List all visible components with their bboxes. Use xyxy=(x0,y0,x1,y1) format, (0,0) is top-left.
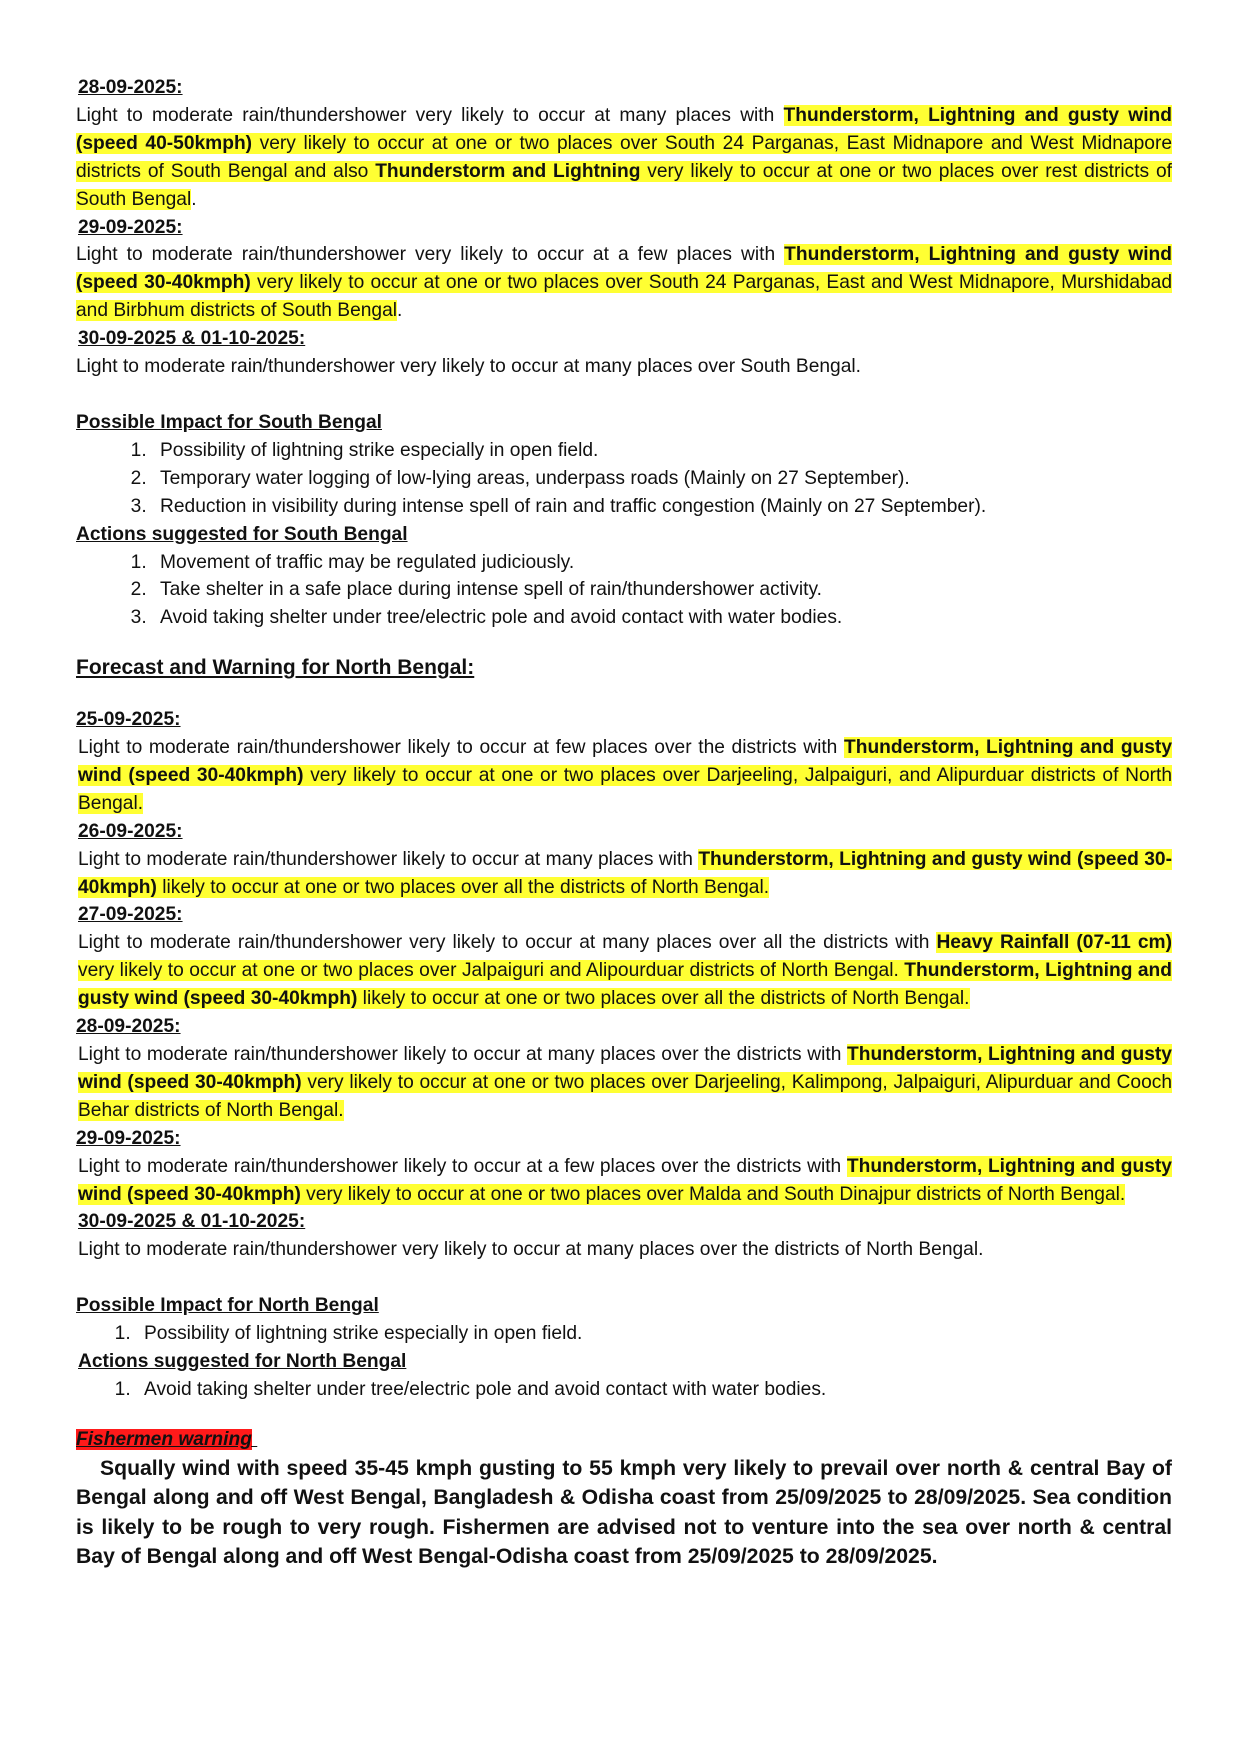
list-item: 1. Possibility of lightning strike especially in open field. xyxy=(136,1320,1172,1348)
list-item: 2. Take shelter in a safe place during intense spell of rain/thundershower activity. xyxy=(152,576,1172,604)
impact-list xyxy=(76,1320,1172,1348)
date-heading: 28-09-2025: xyxy=(78,77,183,98)
list-item: 1. Movement of traffic may be regulated judiciously. xyxy=(152,549,1172,577)
impact-list xyxy=(76,437,1172,521)
fishermen-warning-text: Squally wind with speed 35-45 kmph gusting to 55 kmph very likely to prevail over north & central Bay of Bengal along and off West Bengal, Bangladesh & Odisha coast from 25/09/2025 to 28/09/2025. Sea condition is likely to be rough to very rough. Fishermen are advised not to venture into the sea over north & central Bay of Bengal along and off West Bengal-Odisha coast from 25/09/2025 to 28/09/2025. xyxy=(76,1456,1172,1569)
forecast-paragraph: Light to moderate rain/thundershower likely to occur at many places with Thunderstorm, Lightning and gusty wind (speed 30-40kmph) likely to occur at one or two places over all the districts of North Bengal. xyxy=(78,848,1172,898)
list-item: 1. Avoid taking shelter under tree/electric pole and avoid contact with water bodies. xyxy=(136,1376,1172,1404)
list-item: 2. Temporary water logging of low-lying areas, underpass roads (Mainly on 27 September). xyxy=(152,465,1172,493)
forecast-paragraph: Light to moderate rain/thundershower very likely to occur at many places over all the districts with Heavy Rainfall (07-11 cm) very likely to occur at one or two places over Jalpaiguri and Alipourduar districts of North Bengal. Thunderstorm, Lightning and gusty wind (speed 30-40kmph) likely to occur at one or two places over all the districts of North Bengal. xyxy=(78,932,1172,1010)
fishermen-warning-heading: Fishermen warning xyxy=(76,1428,252,1450)
forecast-paragraph: Light to moderate rain/thundershower very likely to occur at a few places with Thunderstorm, Lightning and gusty wind (speed 30-40kmph) very likely to occur at one or two places over South 24 Parganas, East and West Midnapore, Murshidabad and Birbhum districts of South Bengal. xyxy=(76,244,1173,322)
actions-list xyxy=(76,549,1172,633)
date-heading: 30-09-2025 & 01-10-2025: xyxy=(78,328,306,350)
date-heading: 29-09-2025: xyxy=(78,216,183,238)
forecast-paragraph: Light to moderate rain/thundershower likely to occur at few places over the districts with Thunderstorm, Lightning and gusty wind (speed 30-40kmph) very likely to occur at one or two places over Darjeeling, Jalpaiguri, and Alipurduar districts of North Bengal. xyxy=(78,737,1173,814)
actions-heading: Actions suggested for South Bengal xyxy=(76,523,408,545)
date-heading: 25-09-2025: xyxy=(76,709,181,731)
section-title: Forecast and Warning for North Bengal: xyxy=(76,656,475,680)
forecast-paragraph: Light to moderate rain/thundershower very likely to occur at many places with Thunderstorm, Lightning and gusty wind (speed 40-50kmph) very likely to occur at one or two places over South 24 Parganas, East Midnapore and West Midnapore districts of South Bengal and also Thunderstorm and Lightning very likely to occur at one or two places over rest districts of South Bengal. xyxy=(76,104,1173,210)
date-heading: 29-09-2025: xyxy=(76,1127,181,1149)
impact-heading: Possible Impact for South Bengal xyxy=(76,411,382,433)
actions-list xyxy=(76,1376,1172,1404)
impact-heading: Possible Impact for North Bengal xyxy=(76,1295,379,1317)
forecast-paragraph: Light to moderate rain/thundershower likely to occur at many places over the districts with Thunderstorm, Lightning and gusty wind (speed 30-40kmph) very likely to occur at one or two places over Darjeeling, Kalimpong, Jalpaiguri, Alipurduar and Cooch Behar districts of North Bengal. xyxy=(78,1044,1173,1121)
forecast-paragraph: Light to moderate rain/thundershower likely to occur at a few places over the districts with Thunderstorm, Lightning and gusty wind (speed 30-40kmph) very likely to occur at one or two places over Malda and South Dinajpur districts of North Bengal. xyxy=(78,1155,1172,1205)
list-item: 3. Avoid taking shelter under tree/electric pole and avoid contact with water bodies. xyxy=(152,604,1172,632)
forecast-paragraph: Light to moderate rain/thundershower very likely to occur at many places over the districts of North Bengal. xyxy=(78,1239,984,1261)
forecast-paragraph: Light to moderate rain/thundershower very likely to occur at many places over South Bengal. xyxy=(76,356,861,378)
date-heading: 28-09-2025: xyxy=(76,1016,181,1038)
date-heading: 30-09-2025 & 01-10-2025: xyxy=(78,1211,306,1233)
document-page xyxy=(76,74,1172,1572)
list-item: 1. Possibility of lightning strike especially in open field. xyxy=(152,437,1172,465)
list-item: 3. Reduction in visibility during intense spell of rain and traffic congestion (Mainly on 27 September). xyxy=(152,493,1172,521)
actions-heading: Actions suggested for North Bengal xyxy=(78,1351,407,1373)
date-heading: 27-09-2025: xyxy=(78,904,183,926)
date-heading: 26-09-2025: xyxy=(78,820,183,842)
